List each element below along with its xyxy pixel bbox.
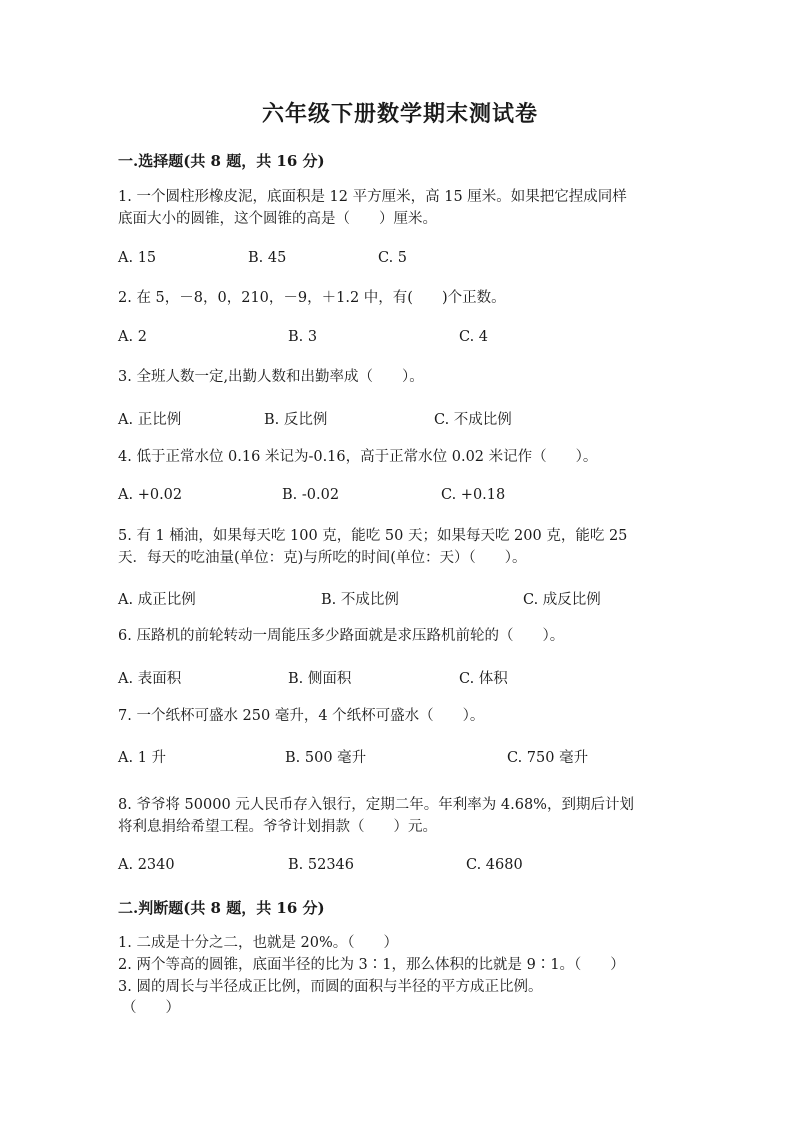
question-7 <box>118 705 678 727</box>
option-b: B. 不成比例 <box>321 592 399 608</box>
question-line: 3. 全班人数一定,出勤人数和出勤率成（ ）。 <box>118 369 424 385</box>
option-c: C. 体积 <box>459 671 508 687</box>
judgment-item-3: 3. 圆的周长与半径成正比例，而圆的面积与半径的平方成正比例。 <box>118 979 543 995</box>
option-c: C. +0.18 <box>441 487 506 503</box>
question-6 <box>118 625 678 647</box>
judgment-item-2: 2. 两个等高的圆锥，底面半径的比为 3∶1，那么体积的比就是 9∶1。（ ） <box>118 957 625 973</box>
question-line: 6. 压路机的前轮转动一周能压多少路面就是求压路机前轮的（ ）。 <box>118 628 565 644</box>
section-heading-judgment: 二.判断题(共 8 题，共 16 分) <box>118 899 325 917</box>
question-line: 2. 在 5，－8，0，210，－9，＋1.2 中，有( )个正数。 <box>118 290 506 306</box>
option-a: A. 15 <box>118 250 157 266</box>
section-heading-choice: 一.选择题(共 8 题，共 16 分) <box>118 152 325 170</box>
question-line: 7. 一个纸杯可盛水 250 毫升，4 个纸杯可盛水（ ）。 <box>118 708 485 724</box>
option-b: B. 45 <box>248 250 287 266</box>
question-3 <box>118 366 678 388</box>
option-b: B. 3 <box>288 329 318 345</box>
question-line: 8. 爷爷将 50000 元人民币存入银行，定期二年。年利率为 4.68%，到期后计划 <box>118 797 634 813</box>
option-c: C. 成反比例 <box>523 592 601 608</box>
option-b: B. 52346 <box>288 857 355 873</box>
option-a: A. 正比例 <box>118 412 182 428</box>
question-8 <box>118 794 678 838</box>
option-a: A. 1 升 <box>118 750 167 766</box>
question-5 <box>118 525 678 569</box>
judgment-item-3-answer-blank: （ ） <box>122 1000 180 1016</box>
question-line: 5. 有 1 桶油，如果每天吃 100 克，能吃 50 天；如果每天吃 200 克，能吃 25 <box>118 528 628 544</box>
question-line: 天．每天的吃油量(单位：克)与所吃的时间(单位：天）（ ）。 <box>118 550 527 566</box>
question-line: 4. 低于正常水位 0.16 米记为-0.16，高于正常水位 0.02 米记作（ ）。 <box>118 449 598 465</box>
option-c: C. 不成比例 <box>434 412 512 428</box>
option-b: B. 反比例 <box>264 412 328 428</box>
option-c: C. 5 <box>378 250 408 266</box>
question-line: 底面大小的圆锥，这个圆锥的高是（ ）厘米。 <box>118 211 437 227</box>
option-a: A. 2340 <box>118 857 175 873</box>
option-b: B. 500 毫升 <box>285 750 367 766</box>
option-b: B. -0.02 <box>282 487 340 503</box>
option-a: A. 成正比例 <box>118 592 196 608</box>
question-1 <box>118 186 678 230</box>
option-a: A. 2 <box>118 329 147 345</box>
option-c: C. 4 <box>459 329 489 345</box>
option-b: B. 侧面积 <box>288 671 352 687</box>
page-title: 六年级下册数学期末测试卷 <box>261 101 538 127</box>
option-c: C. 750 毫升 <box>507 750 589 766</box>
question-2 <box>118 287 678 309</box>
option-c: C. 4680 <box>466 857 523 873</box>
question-line: 将利息捐给希望工程。爷爷计划捐款（ ）元。 <box>118 819 437 835</box>
judgment-item-1: 1. 二成是十分之二，也就是 20%。（ ） <box>118 935 399 951</box>
option-a: A. +0.02 <box>118 487 183 503</box>
question-line: 1. 一个圆柱形橡皮泥，底面积是 12 平方厘米，高 15 厘米。如果把它捏成同样 <box>118 189 627 205</box>
option-a: A. 表面积 <box>118 671 182 687</box>
question-4 <box>118 446 678 468</box>
